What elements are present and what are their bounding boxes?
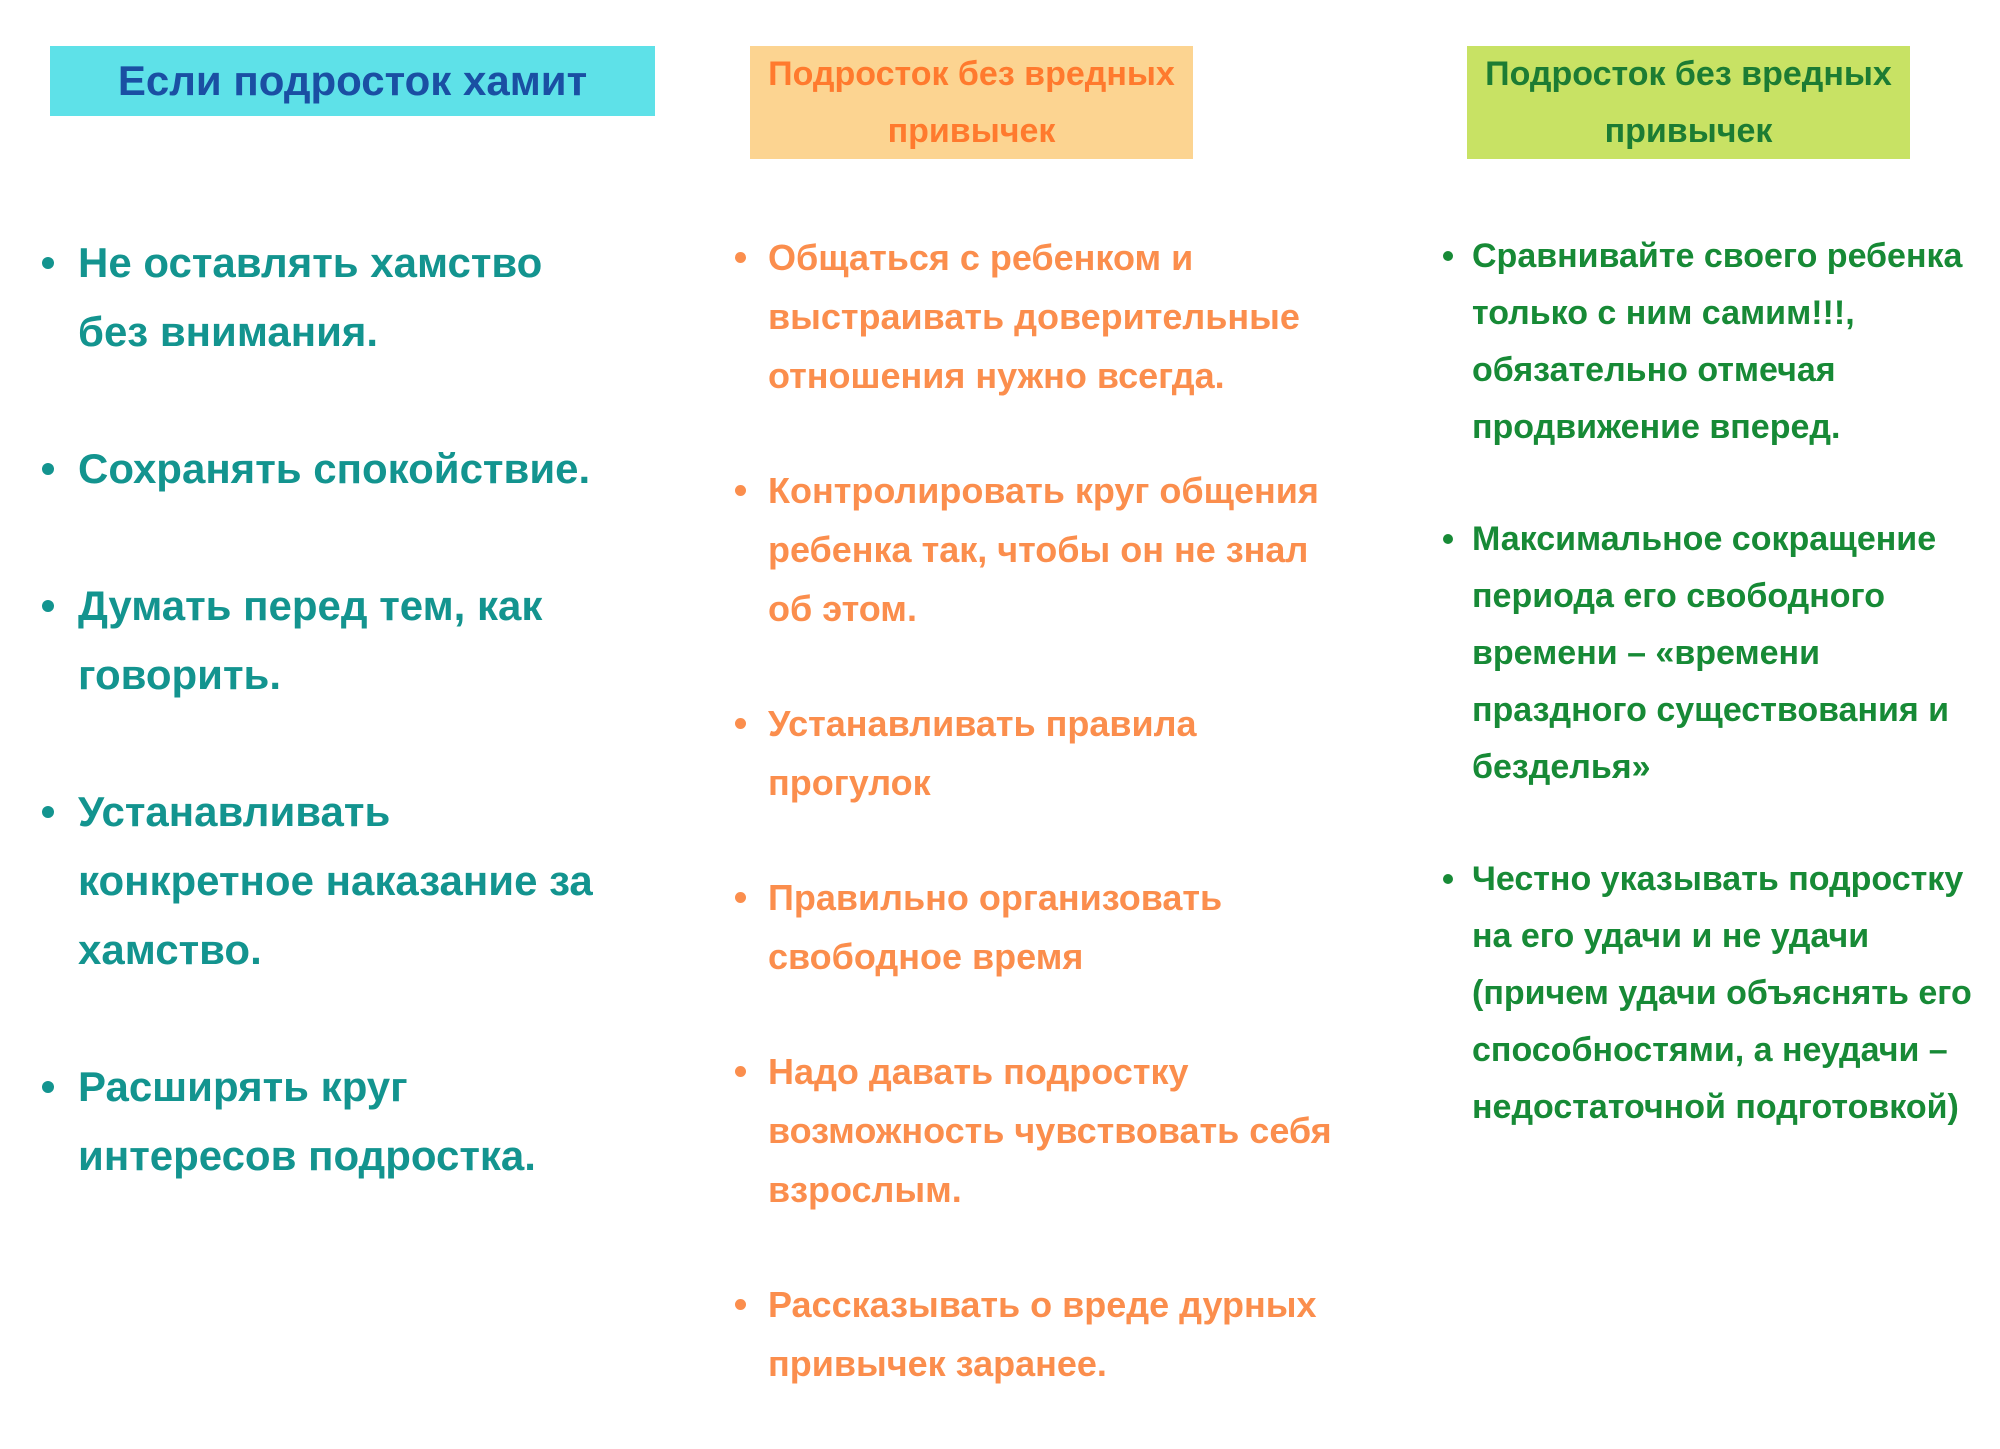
column-1-list xyxy=(78,228,598,1258)
list-item-text: Расширять круг интересов подростка. xyxy=(78,1063,536,1179)
list-item xyxy=(78,228,598,366)
list-item xyxy=(1472,228,1972,456)
list-item-text: Сравнивайте своего ребенка только с ним самим!!!, обязательно отмечая продвижение вперед. xyxy=(1472,237,1963,446)
list-item-text: Максимальное сокращение периода его свободного времени – «времени праздного существования и безделья» xyxy=(1472,520,1950,786)
list-item xyxy=(1472,511,1972,796)
column-2-list xyxy=(768,228,1348,1449)
list-item xyxy=(768,461,1348,638)
bullet-icon xyxy=(735,485,746,496)
bullet-icon xyxy=(1443,874,1453,884)
list-item-text: Устанавливать правила прогулок xyxy=(768,703,1197,803)
list-item-text: Думать перед тем, как говорить. xyxy=(78,582,543,698)
list-item xyxy=(78,434,598,503)
list-item-text: Не оставлять хамство без внимания. xyxy=(78,239,543,355)
bullet-icon xyxy=(735,1299,746,1310)
bullet-icon xyxy=(42,600,54,612)
list-item xyxy=(768,228,1348,405)
list-item-text: Честно указывать подростку на его удачи и не удачи (причем удачи объяснять его способностями, а неудачи – недостаточной подготовкой) xyxy=(1472,860,1972,1126)
bullet-icon xyxy=(42,257,54,269)
bullet-icon xyxy=(1443,534,1453,544)
list-item xyxy=(78,571,598,709)
list-item-text: Правильно организовать свободное время xyxy=(768,877,1223,977)
bullet-icon xyxy=(42,463,54,475)
bullet-icon xyxy=(42,1081,54,1093)
list-item xyxy=(768,1275,1348,1393)
list-item-text: Устанавливать конкретное наказание за хамство. xyxy=(78,788,593,973)
bullet-icon xyxy=(735,1066,746,1077)
list-item xyxy=(768,1042,1348,1219)
column-3-list xyxy=(1472,228,1972,1191)
column-3-title: Подросток без вредных привычек xyxy=(1467,46,1910,159)
list-item xyxy=(78,1052,598,1190)
list-item xyxy=(1472,851,1972,1136)
list-item-text: Контролировать круг общения ребенка так, чтобы он не знал об этом. xyxy=(768,470,1319,629)
list-item xyxy=(768,694,1348,812)
list-item-text: Надо давать подростку возможность чувствовать себя взрослым. xyxy=(768,1051,1332,1210)
list-item xyxy=(768,868,1348,986)
bullet-icon xyxy=(735,718,746,729)
list-item-text: Общаться с ребенком и выстраивать доверительные отношения нужно всегда. xyxy=(768,237,1300,396)
list-item-text: Сохранять спокойствие. xyxy=(78,445,591,492)
list-item xyxy=(78,777,598,984)
bullet-icon xyxy=(1443,251,1453,261)
column-1-title: Если подросток хамит xyxy=(50,46,655,116)
column-2-title: Подросток без вредных привычек xyxy=(750,46,1193,159)
list-item-text: Рассказывать о вреде дурных привычек заранее. xyxy=(768,1284,1317,1384)
bullet-icon xyxy=(42,806,54,818)
bullet-icon xyxy=(735,252,746,263)
bullet-icon xyxy=(735,892,746,903)
